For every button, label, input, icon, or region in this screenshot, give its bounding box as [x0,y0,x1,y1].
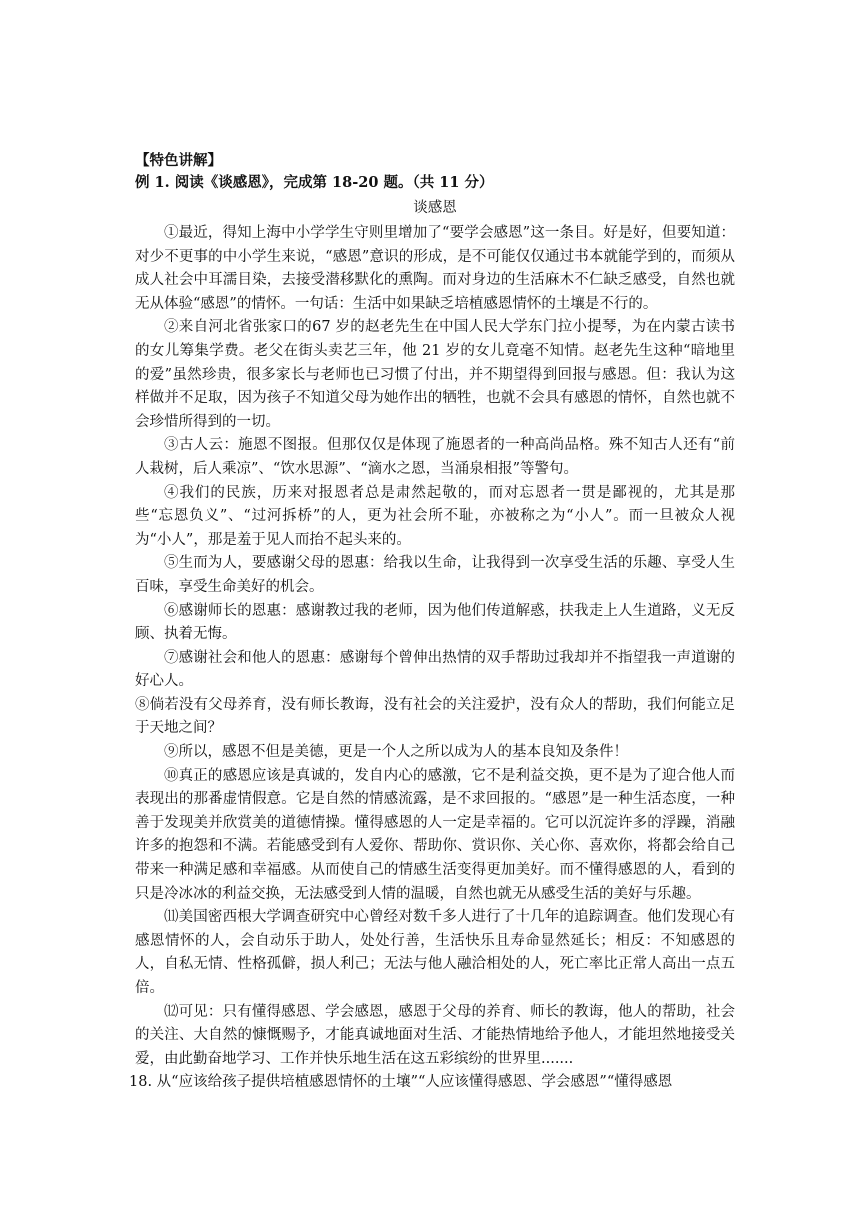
article-title: 谈感恩 [413,200,457,216]
document-content [129,150,735,1095]
paragraph-7: ⑦感谢社会和他人的恩惠：感谢每个曾伸出热情的双手帮助过我却并不指望我一声道谢的好心人。 [135,649,735,690]
paragraph-9: ⑨所以，感恩不但是美德，更是一个人之所以成为人的基本良知及条件！ [164,744,628,761]
paragraph-3: ③古人云：施恩不图报。但那仅仅是体现了施恩者的一种高尚品格。殊不知古人还有“前人栽树，后人乘凉”、“饮水思源”、“滴水之恩，当涌泉相报”等警句。 [135,437,735,477]
section-label: 【特色讲解】 [135,152,222,169]
question-18: 18. 从“应该给孩子提供培植感恩情怀的土壤”“人应该懂得感恩、学会感恩”“懂得感恩 [129,1074,673,1091]
paragraph-1: ①最近，得知上海中小学学生守则里增加了“要学会感恩”这一条目。好是好，但要知道：对少不更事的中小学生来说，“感恩”意识的形成，是不可能仅仅通过书本就能学到的，而须从成人社会中耳濡目染，去接受潜移默化的熏陶。而对身边的生活麻木不仁缺乏感受，自然也就无从体验“感恩”的情怀。一句话：生活中如果缺乏培植感恩情怀的土壤是不行的。 [135,225,735,312]
paragraph-8: ⑧倘若没有父母养育，没有师长教诲，没有社会的关注爱护，没有众人的帮助，我们何能立足于天地之间？ [135,696,735,737]
example-heading: 例 1. 阅读《谈感恩》，完成第 18-20 题。（共 11 分） [135,174,494,191]
paragraph-12: ⑿可见：只有懂得感恩、学会感恩，感恩于父母的养育、师长的教诲，他人的帮助，社会的关注、大自然的慷慨赐予，才能真诚地面对生活、才能热情地给予他人，才能坦然地接受关爱，由此勤奋地学习、工作并快乐地生活在这五彩缤纷的世界里....... [135,1003,735,1067]
paragraph-4: ④我们的民族，历来对报恩者总是肃然起敬的，而对忘恩者一贯是鄙视的，尤其是那些“忘恩负义”、“过河拆桥”的人，更为社会所不耻，亦被称之为“小人”。而一旦被众人视为“小人”，那是羞于见人而抬不起头来的。 [135,484,735,548]
paragraph-10: ⑩真正的感恩应该是真诚的，发自内心的感激，它不是利益交换，更不是为了迎合他人而表现出的那番虚情假意。它是自然的情感流露，是不求回报的。“感恩”是一种生活态度，一种善于发现美并欣赏美的道德情操。懂得感恩的人一定是幸福的。它可以沉淀许多的浮躁，消融许多的抱怨和不满。若能感受到有人爱你、帮助你、赏识你、关心你、喜欢你，将都会给自己带来一种满足感和幸福感。从而使自己的情感生活变得更加美好。而不懂得感恩的人，看到的只是冷冰冰的利益交换，无法感受到人情的温暖，自然也就无从感受生活的美好与乐趣。 [135,767,735,902]
paragraph-5: ⑤生而为人，要感谢父母的恩惠：给我以生命，让我得到一次享受生活的乐趣、享受人生百味，享受生命美好的机会。 [135,555,735,595]
paragraph-6: ⑥感谢师长的恩惠：感谢教过我的老师，因为他们传道解惑，扶我走上人生道路，义无反顾、执着无悔。 [135,602,735,643]
paragraph-11: ⑾美国密西根大学调查研究中心曾经对数千多人进行了十几年的追踪调查。他们发现心有感恩情怀的人，会自动乐于助人，处处行善，生活快乐且寿命显然延长；相反：不知感恩的人，自私无情、性格孤僻，损人利己；无法与他人融洽相处的人，死亡率比正常人高出一点五倍。 [135,909,735,996]
paragraph-2: ②来自河北省张家口的67 岁的赵老先生在中国人民大学东门拉小提琴，为在内蒙古读书的女儿筹集学费。老父在街头卖艺三年，他 21 岁的女儿竟毫不知情。赵老先生这种“暗地里的爱”虽然珍贵，很多家长与老师也已习惯了付出，并不期望得到回报与感恩。但：我认为这样做并不足取，因为孩子不知道父母为她作出的牺牲，也就不会具有感恩的情怀，自然也就不会珍惜所得到的一切。 [135,319,735,430]
